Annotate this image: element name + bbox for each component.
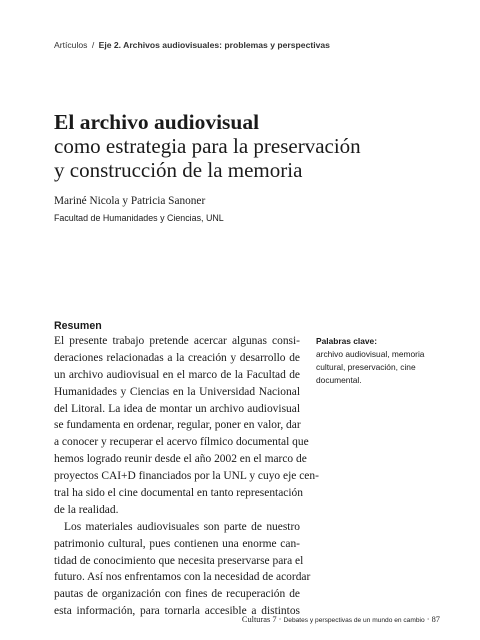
breadcrumb-separator: / [91, 40, 95, 50]
keywords-box [316, 333, 446, 388]
abstract-line: esta información, para tornarla accesible a distintos [54, 605, 300, 618]
abstract-line: tral ha sido el cine documental en tanto representación [54, 487, 303, 500]
article-title-block [54, 110, 454, 182]
article-subtitle-line: y construcción de la memoria [54, 158, 303, 182]
page-footer [242, 615, 440, 624]
footer-journal: Culturas 7 · [241, 615, 282, 624]
abstract-line: pautas de organización con fines de recuperación de [54, 588, 300, 601]
breadcrumb [54, 40, 330, 50]
abstract-line: proyectos CAI+D financiados por la UNL y cuyo eje cen- [54, 470, 319, 483]
abstract-line: El presente trabajo pretende acercar algunas consi- [54, 335, 300, 347]
abstract-body [54, 333, 319, 620]
abstract-line: futuro. Así nos enfrentamos con la necesidad de acordar [54, 571, 311, 584]
abstract-line: se fundamenta en ordenar, regular, poner en valor, dar [54, 419, 301, 432]
footer-page-number: · 87 [426, 615, 440, 624]
abstract-line: a conocer y recuperar el acervo fílmico documental que [54, 436, 309, 449]
abstract-line: deraciones relacionadas a la creación y desarrollo de [54, 351, 300, 364]
abstract-line: Humanidades y Ciencias en la Universidad Nacional [54, 385, 300, 398]
breadcrumb-current: Eje 2. Archivos audiovisuales: problemas y perspectivas [98, 40, 330, 50]
abstract-line: un archivo audiovisual en el marco de la Facultad de [54, 368, 300, 381]
footer-subtitle: Debates y perspectivas de un mundo en cambio [283, 617, 425, 624]
affiliation: Facultad de Humanidades y Ciencias, UNL [54, 213, 224, 223]
keywords-label: Palabras clave: [316, 336, 377, 346]
abstract-line: tidad de conocimiento que necesita preservarse para el [54, 554, 304, 567]
abstract-line: de la realidad. [54, 503, 119, 516]
article-title: El archivo audiovisual [54, 110, 260, 134]
article-subtitle-line: como estrategia para la preservación [54, 134, 361, 158]
abstract-line: hemos logrado reunir desde el año 2002 en el marco de [54, 453, 307, 466]
abstract-line: Los materiales audiovisuales son parte de nuestro [64, 520, 300, 533]
abstract-heading: Resumen [54, 320, 102, 332]
breadcrumb-section: Artículos [54, 40, 88, 50]
authors: Mariné Nicola y Patricia Sanoner [54, 195, 206, 207]
abstract-line: patrimonio cultural, pues contienen una enorme can- [54, 537, 300, 550]
keywords-text: archivo audiovisual, memoria cultural, preservación, cine documental. [316, 349, 425, 386]
abstract-line: del Litoral. La idea de montar un archivo audiovisual [54, 402, 300, 415]
